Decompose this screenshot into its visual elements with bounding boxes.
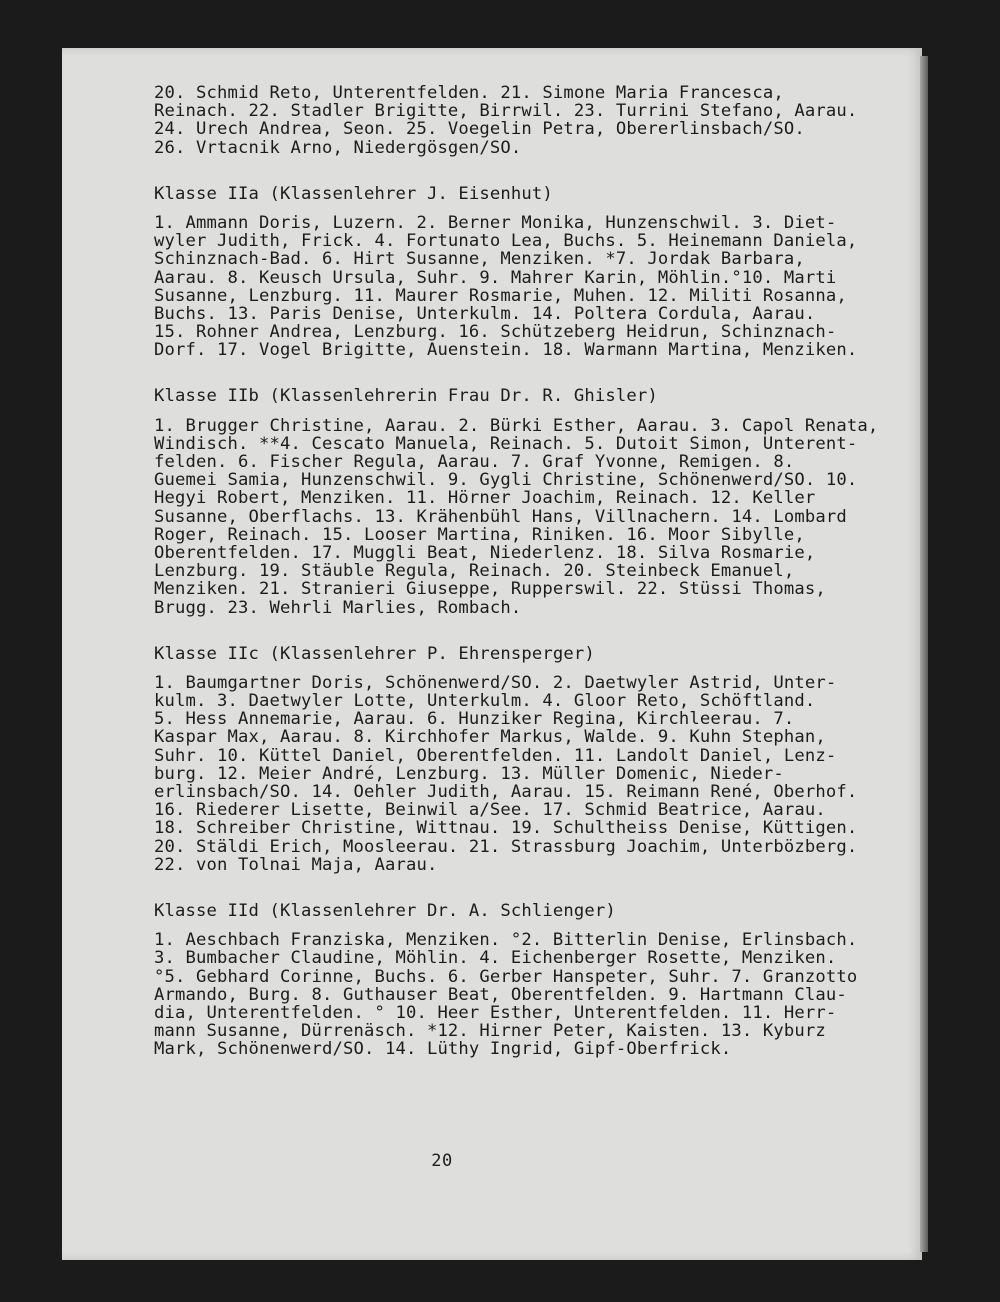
text-line: 1. Baumgartner Doris, Schönenwerd/SO. 2. Daetwyler Astrid, Unter- [154,672,837,693]
text-line: 22. von Tolnai Maja, Aarau. [154,854,438,875]
section-heading: Klasse IIb (Klassenlehrerin Frau Dr. R. Ghisler) [154,386,658,407]
text-line: 26. Vrtacnik Arno, Niedergösgen/SO. [154,137,522,158]
text-line: dia, Unterentfelden. ° 10. Heer Esther, Unterentfelden. 11. Herr- [154,1002,837,1023]
document-body [154,84,924,1058]
text-line: 15. Rohner Andrea, Lenzburg. 16. Schützeberg Heidrun, Schinznach- [154,322,837,343]
section-heading: Klasse IIa (Klassenlehrer J. Eisenhut) [154,183,553,204]
text-line: burg. 12. Meier André, Lenzburg. 13. Müller Domenic, Nieder- [154,763,784,784]
class-section-iid [154,902,924,1059]
text-line: Windisch. **4. Cescato Manuela, Reinach. 5. Dutoit Simon, Unterent- [154,433,858,454]
text-line: Aarau. 8. Keusch Ursula, Suhr. 9. Mahrer Karin, Möhlin.°10. Marti [154,267,837,288]
text-line: 5. Hess Annemarie, Aarau. 6. Hunziker Regina, Kirchleerau. 7. [154,709,795,730]
section-heading: Klasse IId (Klassenlehrer Dr. A. Schlienger) [154,900,616,921]
text-line: erlinsbach/SO. 14. Oehler Judith, Aarau. 15. Reimann René, Oberhof. [154,782,858,802]
text-line: felden. 6. Fischer Regula, Aarau. 7. Graf Yvonne, Remigen. 8. [154,452,795,472]
text-line: °5. Gebhard Corinne, Buchs. 6. Gerber Hanspeter, Suhr. 7. Granzotto [154,966,858,987]
text-line: Schinznach-Bad. 6. Hirt Susanne, Menziken. *7. Jordak Barbara, [154,249,805,270]
text-line: Hegyi Robert, Menziken. 11. Hörner Joachim, Reinach. 12. Keller [154,488,816,509]
text-line: Guemei Samia, Hunzenschwil. 9. Gygli Christine, Schönenwerd/SO. 10. [154,470,858,491]
text-line: 1. Aeschbach Franziska, Menziken. °2. Bitterlin Denise, Erlinsbach. [154,930,858,951]
text-line: Lenzburg. 19. Stäuble Regula, Reinach. 20. Steinbeck Emanuel, [154,561,795,582]
text-line: kulm. 3. Daetwyler Lotte, Unterkulm. 4. Gloor Reto, Schöftland. [154,691,816,712]
text-line: Brugg. 23. Wehrli Marlies, Rombach. [154,597,522,618]
text-line: Kaspar Max, Aarau. 8. Kirchhofer Markus, Walde. 9. Kuhn Stephan, [154,727,826,748]
text-line: 16. Riederer Lisette, Beinwil a/See. 17. Schmid Beatrice, Aarau. [154,800,826,821]
page-number: 20 [431,1151,453,1171]
text-line: 20. Stäldi Erich, Moosleerau. 21. Strassburg Joachim, Unterbözberg. [154,836,858,857]
section-heading: Klasse IIc (Klassenlehrer P. Ehrensperger) [154,643,595,664]
text-line: Susanne, Lenzburg. 11. Maurer Rosmarie, Muhen. 12. Militi Rosanna, [154,285,847,306]
text-line: 18. Schreiber Christine, Wittnau. 19. Schultheiss Denise, Küttigen. [154,818,858,839]
text-line: 20. Schmid Reto, Unterentfelden. 21. Simone Maria Francesca, [154,83,784,103]
text-line: Dorf. 17. Vogel Brigitte, Auenstein. 18. Warmann Martina, Menziken. [154,340,858,361]
text-line: Buchs. 13. Paris Denise, Unterkulm. 14. Poltera Cordula, Aarau. [154,303,816,324]
text-line: Menziken. 21. Stranieri Giuseppe, Rupperswil. 22. Stüssi Thomas, [154,579,826,600]
text-line: 1. Ammann Doris, Luzern. 2. Berner Monika, Hunzenschwil. 3. Diet- [154,212,837,233]
class-section-iia [154,185,924,360]
text-line: Suhr. 10. Küttel Daniel, Oberentfelden. 11. Landolt Daniel, Lenz- [154,745,837,766]
text-line: mann Susanne, Dürrenäsch. *12. Hirner Peter, Kaisten. 13. Kyburz [154,1021,826,1042]
text-line: Susanne, Oberflachs. 13. Krähenbühl Hans, Villnachern. 14. Lombard [154,506,847,527]
text-line: Roger, Reinach. 15. Looser Martina, Riniken. 16. Moor Sibylle, [154,524,805,545]
text-line: 1. Brugger Christine, Aarau. 2. Bürki Esther, Aarau. 3. Capol Renata, [154,415,879,436]
text-line: 3. Bumbacher Claudine, Möhlin. 4. Eichenberger Rosette, Menziken. [154,948,837,969]
text-line: wyler Judith, Frick. 4. Fortunato Lea, Buchs. 5. Heinemann Daniela, [154,231,858,252]
text-line: 24. Urech Andrea, Seon. 25. Voegelin Petra, Obererlinsbach/SO. [154,119,805,140]
class-section-iic [154,645,924,874]
intro-list [154,84,924,157]
text-line: Reinach. 22. Stadler Brigitte, Birrwil. 23. Turrini Stefano, Aarau. [154,101,858,122]
class-section-iib [154,387,924,616]
text-line: Mark, Schönenwerd/SO. 14. Lüthy Ingrid, Gipf-Oberfrick. [154,1039,732,1060]
text-line: Oberentfelden. 17. Muggli Beat, Niederlenz. 18. Silva Rosmarie, [154,542,816,563]
text-line: Armando, Burg. 8. Guthauser Beat, Oberentfelden. 9. Hartmann Clau- [154,984,847,1005]
